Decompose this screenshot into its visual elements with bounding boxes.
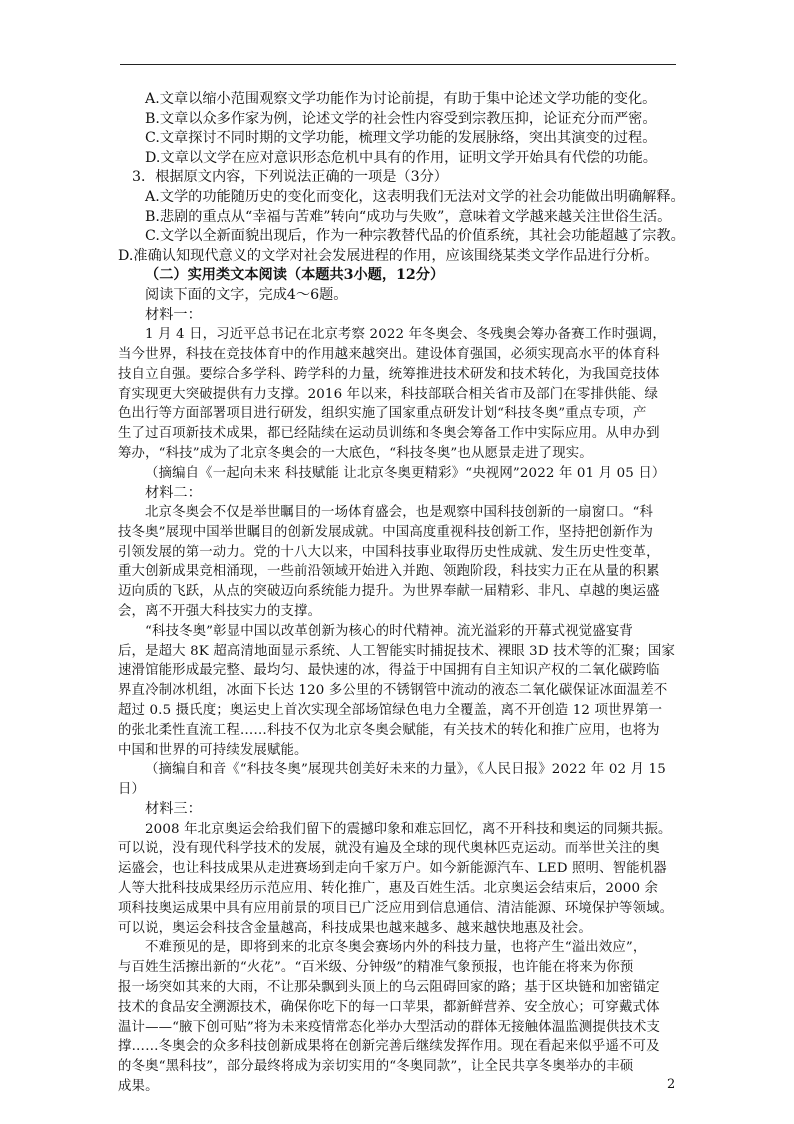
material-3-line: 与百姓生活擦出新的“火花”。“百米级、分钟级”的精准气象预报，也许能在将来为你预 xyxy=(118,960,634,976)
material-2-label: 材料二： xyxy=(145,484,202,501)
q2-option-a: A.文章以缩小范围观察文学功能作为讨论前提，有助于集中论述文学功能的变化。 xyxy=(145,91,657,107)
material-2-line: 重大创新成果竞相涌现，一些前沿领域开始进入并跑、领跑阶段，科技实力正在从量的积累 xyxy=(118,564,660,580)
q3-option-c: C.文学以全新面貌出现后，作为一种宗教替代品的价值系统，其社会功能超越了宗教。 xyxy=(145,228,685,245)
document-body xyxy=(118,90,685,1097)
material-2-line: 迈向质的飞跃，从点的突破迈向系统能力提升。为世界奉献一届精彩、非凡、卓越的奥运盛 xyxy=(118,584,660,600)
material-2-line: 后，是超大 8K 超高清地面显示系统、人工智能实时捕捉技术、裸眼 3D 技术等的汇聚；国家 xyxy=(118,643,676,659)
material-2 xyxy=(118,484,678,801)
material-1 xyxy=(118,306,678,484)
material-3-line: 技术的食品安全溯源技术，确保你吃下的每一口苹果，都新鲜营养、安全放心；可穿戴式体 xyxy=(118,999,660,1015)
material-1-line: 当今世界，科技在竞技体育中的作用越来越突出。建设体育强国，必须实现高水平的体育科 xyxy=(118,346,660,362)
q3-option-b: B.悲剧的重点从“幸福与苦难”转向“成功与失败”，意味着文学越来越关注世俗生活。 xyxy=(145,208,672,225)
material-3-line: 的冬奥“黑科技”，部分最终将成为亲切实用的“冬奥同款”，让全民共享冬奥举办的丰硕 xyxy=(118,1059,634,1075)
material-1-line: 生了过百项新技术成果，都已经陆续在运动员训练和冬奥会筹备工作中实际应用。从申办到 xyxy=(118,426,660,442)
q2-option-d: D.文章以文学在应对意识形态危机中具有的作用，证明文学开始具有代偿的功能。 xyxy=(145,149,657,166)
material-3-line: 运盛会，也让科技成果从走进赛场到走向千家万户。如今新能源汽车、LED 照明、智能机器 xyxy=(118,861,667,877)
q3-option-a: A.文学的功能随历史的变化而变化，这表明我们无法对文学的社会功能做出明确解释。 xyxy=(145,188,685,205)
material-2-line: 技冬奥”展现中国举世瞩目的创新发展成就。中国高度重视科技创新工作，坚持把创新作为 xyxy=(118,524,654,540)
material-1-line: 技自立自强。要综合多学科、跨学科的力量，统筹推进技术研发和技术转化，为我国竞技体 xyxy=(118,366,660,382)
material-3-label: 材料三： xyxy=(145,801,202,818)
q3-stem: 3．根据原文内容，下列说法正确的一项是（3分） xyxy=(132,169,448,186)
material-3-line: 可以说，没有现代科学技术的发展，就没有遍及全球的现代奥林匹克运动。而举世关注的奥 xyxy=(118,841,660,857)
material-2-line: 界直冷制冰机组，冰面下长达 120 多公里的不锈钢管中流动的液态二氧化碳保证冰面温差不 xyxy=(118,683,668,699)
page-number: 2 xyxy=(667,1077,676,1092)
material-3-line: 2008 年北京奥运会给我们留下的震撼印象和难忘回忆，离不开科技和奥运的同频共振。 xyxy=(145,821,672,837)
material-3-line: 温计——“腋下创可贴”将为未来疫情常态化举办大型活动的群体无接触体温监测提供技术支 xyxy=(118,1019,661,1035)
material-3-line: 报一场突如其来的大雨，不让那朵飘到头顶上的乌云阻碍回家的路；基于区块链和加密锚定 xyxy=(118,980,660,996)
material-1-source: （摘编自《一起向未来 科技赋能 让北京冬奥更精彩》“央视网”2022 年 01 月 05 日） xyxy=(145,465,666,481)
section-2 xyxy=(118,266,678,305)
material-2-line: “科技冬奥”彰显中国以改革创新为核心的时代精神。流光溢彩的开幕式视觉盛宴背 xyxy=(145,623,633,639)
q2-option-c: C.文章探讨不同时期的文学功能，梳理文学功能的发展脉络，突出其演变的过程。 xyxy=(145,130,657,147)
material-3 xyxy=(118,800,678,1097)
material-1-line: 育实现更大突破提供有力支撑。2016 年以来，科技部联合相关省市及部门在零排供能、绿 xyxy=(118,386,659,402)
material-1-line: 筹办，“科技”成为了北京冬奥会的一大底色，“科技冬奥”也从愿景走进了现实。 xyxy=(118,445,593,461)
material-3-line: 可以说，奥运会科技含金量越高，科技成果也越来越多、越来越快地惠及社会。 xyxy=(118,920,592,936)
material-2-line: 速滑馆能形成最完整、最均匀、最快速的冰，得益于中国拥有自主知识产权的二氧化碳跨临 xyxy=(118,663,660,679)
material-3-line: 撑……冬奥会的众多科技创新成果将在创新完善后继续发挥作用。现在看起来似乎遥不可及 xyxy=(118,1039,660,1055)
material-1-line: 1 月 4 日，习近平总书记在北京考察 2022 年冬奥会、冬残奥会筹办备赛工作时强调， xyxy=(145,327,666,343)
material-1-label: 材料一： xyxy=(145,306,202,323)
material-2-line: 超过 0.5 摄氏度；奥运史上首次实现全部场馆绿色电力全覆盖，离不开创造 12 项世界第一 xyxy=(118,703,663,719)
material-3-line: 项科技奥运成果中具有应用前景的项目已广泛应用到信息通信、清洁能源、环境保护等领域。 xyxy=(118,900,674,916)
q2-option-b: B.文章以众多作家为例，论述文学的社会性内容受到宗教压抑，论证充分而严密。 xyxy=(145,110,657,127)
material-2-source-end: 日） xyxy=(118,782,146,798)
question-3 xyxy=(118,168,685,266)
material-3-line: 不难预见的是，即将到来的北京冬奥会赛场内外的科技力量，也将产生“溢出效应”， xyxy=(145,940,647,956)
section-heading: （二）实用类文本阅读（本题共3小题，12分） xyxy=(145,267,445,284)
material-3-line: 人等大批科技成果经历示范应用、转化推广，惠及百姓生活。北京奥运会结束后，2000 余 xyxy=(118,881,659,897)
material-3-line: 成果。 xyxy=(118,1079,159,1094)
material-2-line: 会，离不开强大科技实力的支撑。 xyxy=(118,604,322,620)
material-2-line: 的张北柔性直流工程……科技不仅为北京冬奥会赋能，有关技术的转化和推广应用，也将为 xyxy=(118,722,660,738)
question-2-options xyxy=(118,90,678,168)
material-2-source: （摘编自和音《“科技冬奥”展现共创美好未来的力量》，《人民日报》2022 年 02 月 15 xyxy=(145,762,666,778)
material-2-line: 中国和世界的可持续发展赋能。 xyxy=(118,742,308,758)
q3-option-d: D.准确认知现代意义的文学对社会发展进程的作用，应该围绕某类文学作品进行分析。 xyxy=(118,247,659,264)
material-1-line: 色出行等方面部署项目进行研发，组织实施了国家重点研发计划“科技冬奥”重点专项，产 xyxy=(118,406,647,422)
material-2-line: 引领发展的第一动力。党的十八大以来，中国科技事业取得历史性成就、发生历史性变革， xyxy=(118,544,660,560)
section-instruction: 阅读下面的文字，完成4～6题。 xyxy=(145,286,348,303)
material-2-line: 北京冬奥会不仅是举世瞩目的一场体育盛会，也是观察中国科技创新的一扇窗口。“科 xyxy=(145,505,653,521)
header-rule xyxy=(120,64,676,65)
